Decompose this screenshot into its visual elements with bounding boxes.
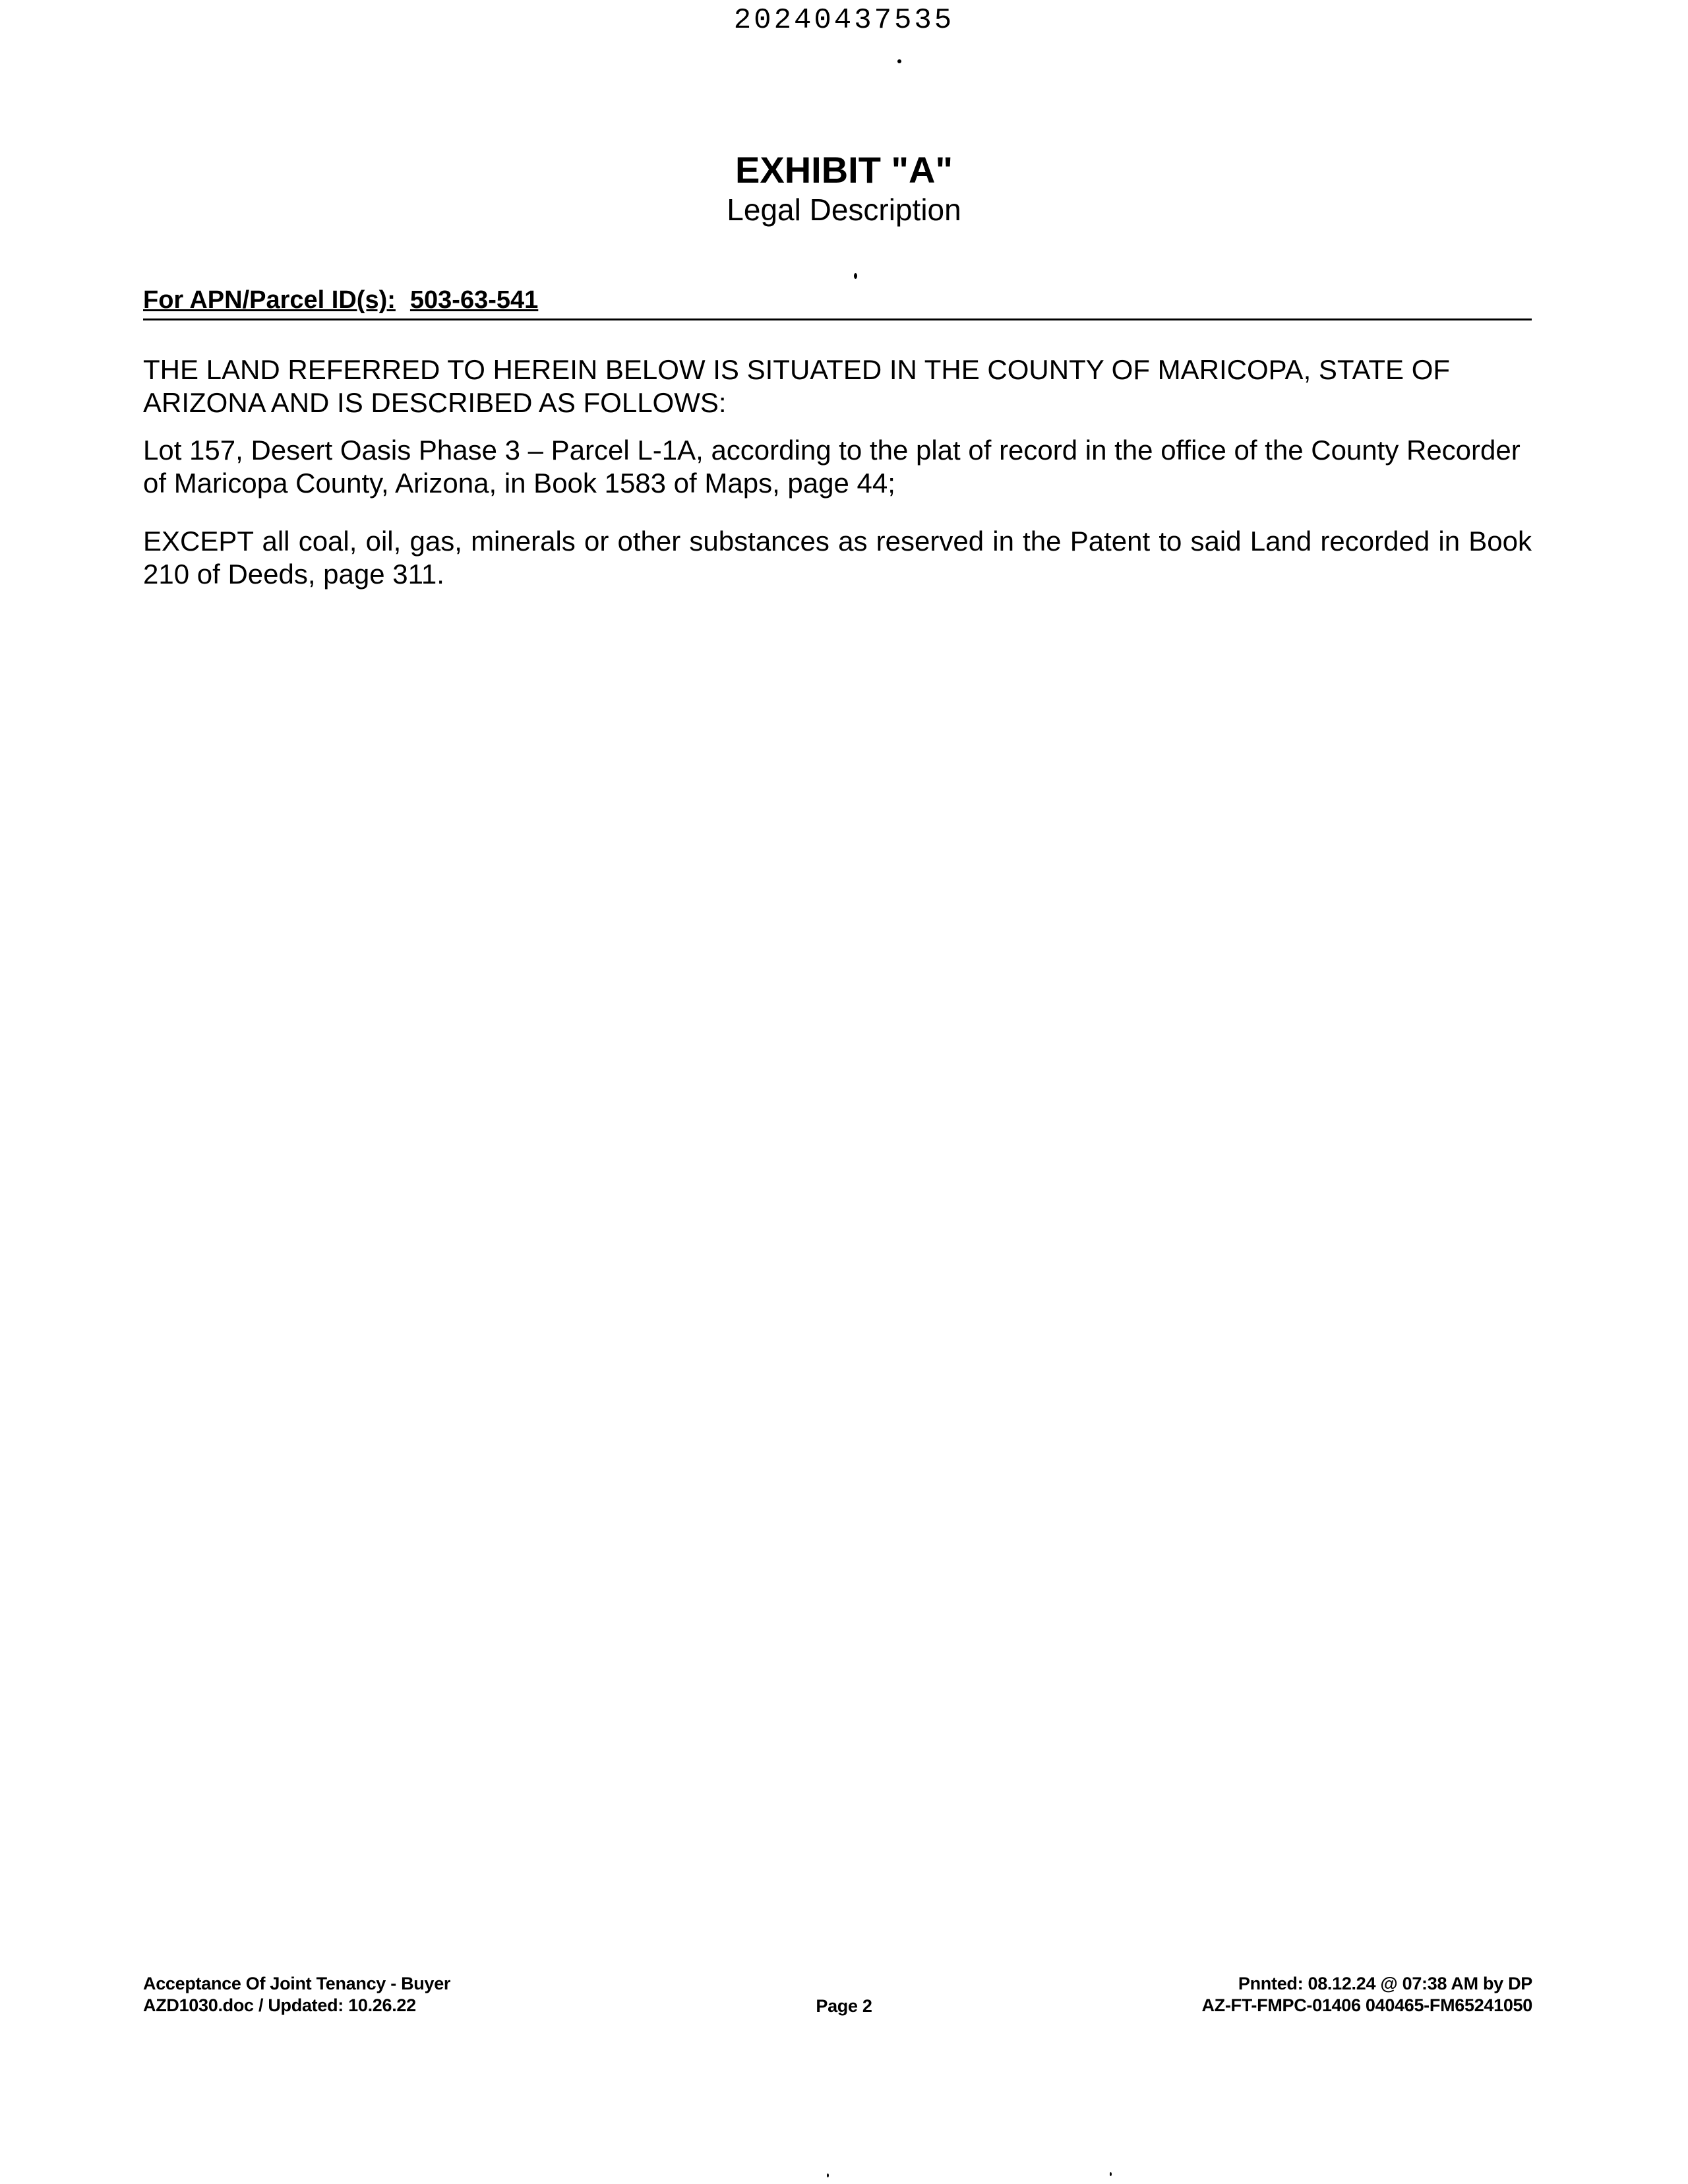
- footer-page-number: Page 2: [816, 1996, 872, 2016]
- footer-form-name: Acceptance Of Joint Tenancy - Buyer: [143, 1974, 451, 1993]
- footer-order-ref: AZ-FT-FMPC-01406 040465-FM65241050: [1201, 1995, 1532, 2015]
- lot-description-paragraph: Lot 157, Desert Oasis Phase 3 – Parcel L-1A, according to the plat of record in the office of the County Recorder of Maricopa County, Arizona, in Book 1583 of Maps, page 44;: [143, 435, 1521, 499]
- footer-form-file: AZD1030.doc / Updated: 10.26.22: [143, 1995, 416, 2015]
- exhibit-subtitle: Legal Description: [727, 193, 961, 228]
- scan-speck: [827, 2173, 829, 2177]
- recording-number: 20240437535: [733, 4, 955, 37]
- exhibit-header: [0, 149, 1688, 229]
- exhibit-title: EXHIBIT "A": [735, 149, 953, 191]
- scan-speck: [897, 59, 901, 63]
- apn-label: For APN/Parcel ID(s):: [143, 286, 396, 314]
- scan-speck: [854, 273, 857, 279]
- footer-printed: Pnnted: 08.12.24 @ 07:38 AM by DP: [1238, 1974, 1532, 1993]
- apn-line: [143, 286, 1532, 320]
- apn-value: 503-63-541: [409, 286, 539, 314]
- footer-right: [1201, 1973, 1532, 2017]
- exception-paragraph: EXCEPT all coal, oil, gas, minerals or other substances as reserved in the Patent to said Land recorded in Book 210 of Deeds, page 311.: [143, 526, 1532, 590]
- situs-paragraph: THE LAND REFERRED TO HEREIN BELOW IS SITUATED IN THE COUNTY OF MARICOPA, STATE OF ARIZONA AND IS DESCRIBED AS FOLLOWS:: [143, 354, 1451, 418]
- scan-speck: [1110, 2172, 1112, 2176]
